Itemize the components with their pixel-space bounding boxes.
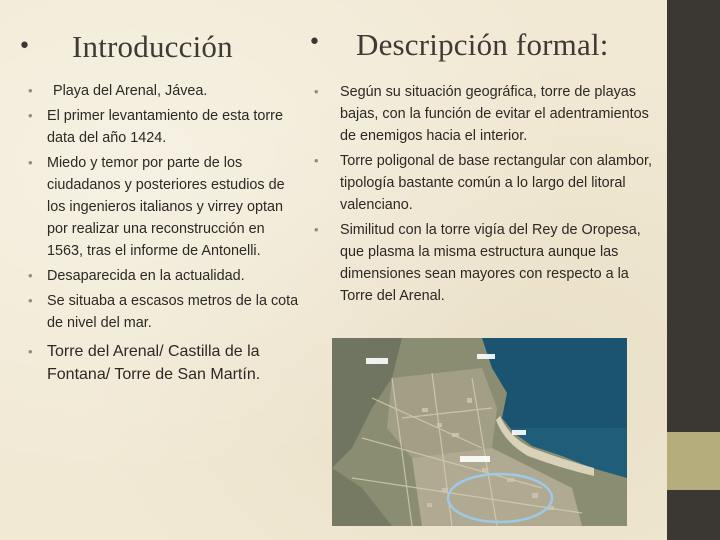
right-bullet-list	[313, 81, 657, 311]
list-item: • Miedo y temor por parte de los ciudadanos y posteriores estudios de los ingenieros italianos y virrey optan por realizar una reconstrucción en 1563, tras el informe de Antonelli.	[27, 152, 303, 262]
list-item: • El primer levantamiento de esta torre data del año 1424.	[27, 105, 303, 149]
left-title: Introducción	[72, 29, 233, 64]
left-bullet-list	[27, 80, 303, 390]
right-title: Descripción formal:	[356, 27, 609, 62]
list-item: • Playa del Arenal, Jávea.	[27, 80, 303, 102]
sidebar-accent-band	[667, 432, 720, 490]
list-item: • Desaparecida en la actualidad.	[27, 265, 303, 287]
list-item: • Similitud con la torre vigía del Rey de Oropesa, que plasma la misma estructura aunque las dimensiones sean mayores con respecto a la Torre del Arenal.	[313, 219, 657, 307]
title-bullet: •	[18, 34, 31, 59]
list-item: • Torre del Arenal/ Castilla de la Fontana/ Torre de San Martín.	[27, 340, 303, 386]
aerial-map-graphic	[332, 338, 627, 526]
aerial-map-image	[332, 338, 627, 526]
list-item: • Torre poligonal de base rectangular con alambor, tipología bastante común a lo largo del litoral valenciano.	[313, 150, 657, 216]
list-item: • Se situaba a escasos metros de la cota de nivel del mar.	[27, 290, 303, 334]
title-bullet: •	[308, 30, 321, 55]
list-item: • Según su situación geográfica, torre de playas bajas, con la función de evitar el adentramientos de enemigos hacia el interior.	[313, 81, 657, 147]
